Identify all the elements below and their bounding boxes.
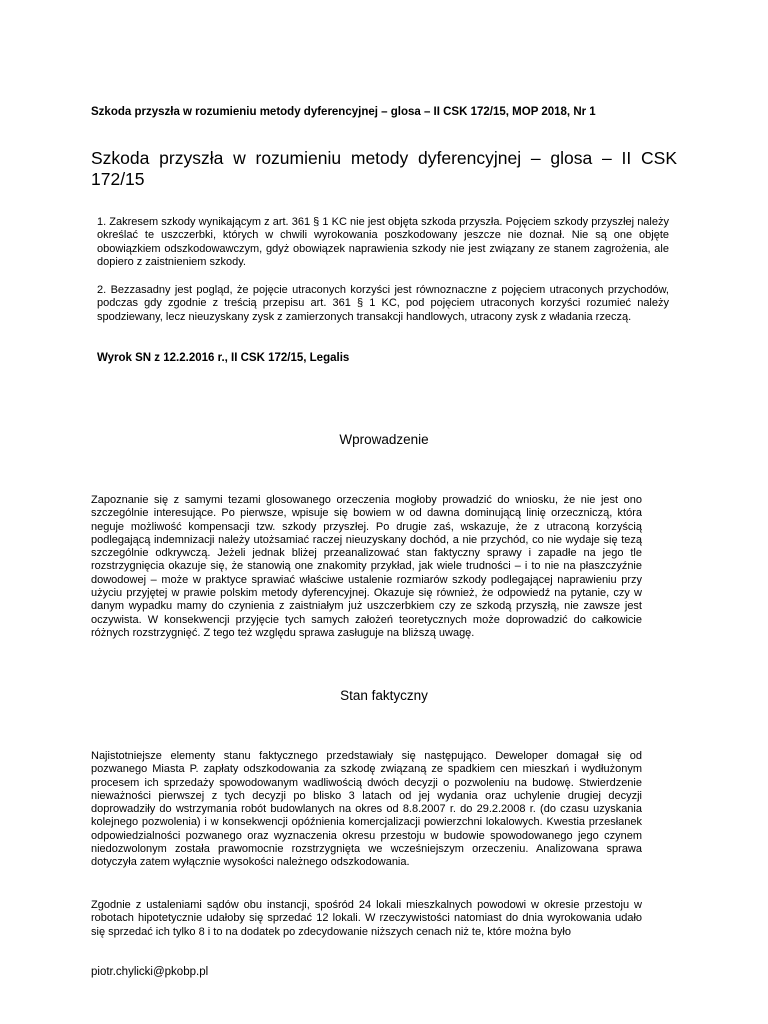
section-heading-introduction: Wprowadzenie: [339, 432, 429, 447]
facts-paragraph-2: Zgodnie z ustaleniami sądów obu instancji, spośród 24 lokali mieszkalnych powodowi w okresie przestoju w robotach hipotetycznie udałoby się sprzedać 12 lokali. W rzeczywistości natomiast do dnia wyrokowania udało się sprzedać ich tylko 8 i to na dodatek po zdecydowanie niższych cenach niż te, które można było: [91, 899, 642, 938]
thesis-1: 1. Zakresem szkody wynikającym z art. 361 § 1 KC nie jest objęta szkoda przyszła. Pojęciem szkody przyszłej należy określać te uszczerbki, których w chwili wyrokowania poszkodowany jeszcze nie doznał. Nie są one objęte obowiązkiem odszkodowawczym, gdyż obowiązek naprawienia szkody nie jest związany ze stanem zagrożenia, ale dopiero z zaistnieniem szkody.: [97, 216, 669, 269]
section-heading-facts: Stan faktyczny: [340, 688, 428, 703]
thesis-2: 2. Bezzasadny jest pogląd, że pojęcie utraconych korzyści jest równoznaczne z pojęciem utraconych przychodów, podczas gdy zgodnie z treścią przepisu art. 361 § 1 KC, pod pojęciem utraconych korzyści rozumieć należy spodziewany, lecz nieuzyskany zysk z zamierzonych transakcji handlowych, utracony zysk z władania rzeczą.: [97, 284, 669, 323]
introduction-paragraph: Zapoznanie się z samymi tezami glosowanego orzeczenia mogłoby prowadzić do wniosku, że nie jest ono szczególnie interesujące. Po pierwsze, wpisuje się bowiem w od dawna dominującą linię orzeczniczą, która neguje możliwość kompensacji tzw. szkody przyszłej. Po drugie zaś, wskazuje, że z utraconą korzyścią podlegającą indemnizacji należy utożsamiać raczej nieuzyskany dochód, a nie przychód, co nie wydaje się tezą szczególnie odkrywczą. Jeżeli jednak bliżej przeanalizować stan faktyczny sprawy i zapadłe na jego tle rozstrzygnięcia okazuje się, że stanowią one znakomity przykład, jak wiele trudności – i to nie na płaszczyźnie dowodowej – może w praktyce sprawiać właściwe ustalenie rozmiarów szkody podlegającej naprawieniu przy użyciu przyjętej w prawie polskim metody dyferencyjnej. Okazuje się również, że odpowiedź na pytanie, czy w danym wypadku mamy do czynienia z zaistniałym już uszczerbkiem czy ze szkodą przyszłą, nie zawsze jest oczywista. W konsekwencji przyjęcie tych samych założeń teoretycznych może doprowadzić do całkowicie różnych rozstrzygnięć. Z tego też względu sprawa zasługuje na bliższą uwagę.: [91, 494, 642, 639]
judgment-citation: Wyrok SN z 12.2.2016 r., II CSK 172/15, Legalis: [97, 352, 350, 364]
footer-email: piotr.chylicki@pkobp.pl: [91, 966, 209, 978]
facts-paragraph-1: Najistotniejsze elementy stanu faktycznego przedstawiały się następująco. Deweloper domagał się od pozwanego Miasta P. zapłaty odszkodowania za szkodę związaną ze spadkiem cen mieszkań i wydłużonym procesem ich sprzedaży spowodowanym wadliwością dwóch decyzji o pozwoleniu na budowę. Stwierdzenie nieważności pierwszej z tych decyzji po blisko 3 latach od jej wydania oraz uchylenie drugiej decyzji doprowadziły do wstrzymania robót budowlanych na okres od 8.8.2007 r. do 29.2.2008 r. (do czasu uzyskania kolejnego pozwolenia) i w konsekwencji opóźnienia komercjalizacji powierzchni lokalowych. Kwestia przesłanek odpowiedzialności pozwanego oraz wyznaczenia okresu przestoju w budowie spowodowanego jego czynem niedozwolonym została prawomocnie rozstrzygnięta we wcześniejszym orzeczeniu. Analizowana sprawa dotyczyła zatem wyłącznie wysokości należnego odszkodowania.: [91, 750, 642, 869]
running-header: Szkoda przyszła w rozumieniu metody dyferencyjnej – glosa – II CSK 172/15, MOP 2018, Nr 1: [91, 106, 596, 118]
document-title: Szkoda przyszła w rozumieniu metody dyferencyjnej – glosa – II CSK 172/15: [91, 148, 677, 189]
